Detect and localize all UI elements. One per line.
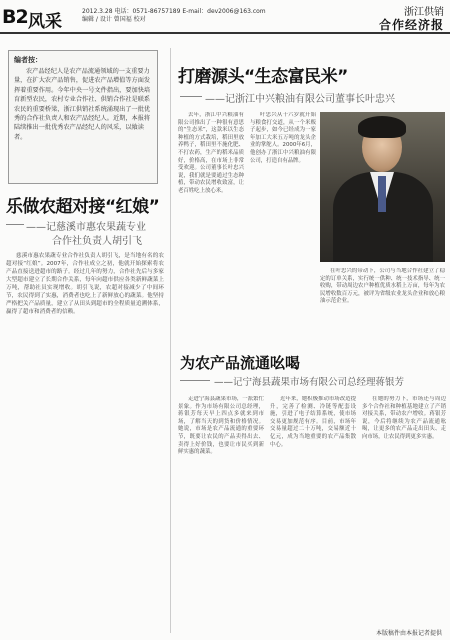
column-divider [170,48,171,633]
article2-rule [6,224,24,225]
editor-note-box [8,50,158,184]
editor-info: 编辑 / 设计 曾国福 校对 [82,16,146,23]
contact-info: 2012.3.28 电话：0571-86757189 E-mail：dev2006@163.com [82,8,266,15]
article3-headline: 为农产品流通吆喝 [180,354,301,372]
article2-subhead: ——记慈溪市惠农果蔬专业 [26,222,146,233]
section-name: 风采 [28,12,62,32]
article1-column-1: 去年，浙江中兴粮油有限公司推出了一种很有意思的“生态米”，这款米以生态种植的方式栽培，稻田里放养鸭子，稻田里不施化肥、不打农药，生产的稻米品质好，价格高，在市场上非常受欢迎。公司董事长叶忠兴说，我们就是要通过生态种植，带动农民增收致富，让老百姓吃上放心米。 [178,112,244,194]
article2-subhead-2: 合作社负责人胡引飞 [52,236,142,247]
article3-column-2: 近年来，她积极推动市场改造提升，完善了检测、冷链等配套设施，引进了电子结算系统，使市场交易更加规范有序。目前，市场年交易量超过二十万吨，交易额近十亿元，成为当地重要的农产品集散中心。 [270,396,356,448]
newspaper-name: 合作经济报 [378,18,444,32]
page-credit: 本版稿件由本报记者提供 [375,630,442,637]
article3-column-3: 在她的努力下，市场还与周边多个合作社和种植基地建立了产销对接关系，带动农户增收。蒋银芳说，今后将继续为农产品流通吆喝，让更多的农产品走出田头、走向市场，让农民得到更多实惠。 [362,396,446,440]
header-divider [0,32,450,34]
section-number: B2 [2,6,28,28]
article1-rule [180,96,202,97]
brand-top: 浙江供销 [404,7,444,18]
article3-subhead: ——记宁海县蔬果市场有限公司总经理蒋银芳 [214,377,405,388]
article2-headline: 乐做农超对接“红娘” [6,197,160,217]
article3-rule [180,380,210,381]
editor-note-body: 农产品经纪人是农产品流通领域的一支重要力量，在扩大农产品销售，促进农产品增值等方面发挥着重要作用。今年中央一号文件指出，要加快培育新型农民，农村专业合作社、供销合作社是联系农民的重要桥梁，浙江供销社系统涌现出了一批优秀的合作社负责人和农产品经纪人。近期，本报将陆续推出一批优秀农产品经纪人的风采，以飨读者。 [14,68,151,141]
article2-body: 慈溪市惠农果蔬专业合作社负责人胡引飞，是当地有名的农超对接“红娘”。2007年，合作社成立之初，他就开始探索将农产品直接送进超市的路子。经过几年的努力，合作社先后与多家大型超市建立了长期合作关系，每年向超市供应各类新鲜蔬菜上万吨，帮助社员实现增收。胡引飞说，农超对接减少了中间环节，农民得到了实惠，消费者也吃上了新鲜放心的蔬菜。他坚持严格把关产品质量，建立了从田头到超市的全程质量追溯体系，赢得了超市和消费者的信赖。 [6,253,164,315]
article1-column-3: 在叶忠兴的带动下，公司与当地合作社建立了稳定的订单关系，实行统一供种、统一技术指导、统一收购，带动周边农户种植优质水稻上万亩，每年为农民增收数百万元，被评为省级农业龙头企业和放心粮油示范企业。 [320,268,445,305]
editor-note-title: 编者按： [14,56,42,64]
portrait-tie [378,176,386,212]
article3-column-1: 走进宁海县蔬果市场，一派繁忙景象。作为市场有限公司总经理，蒋银芳每天早上四点多就来到市场，了解当天的到货和价格情况。她说，市场是农产品流通的重要环节，既要让农民的产品卖得出去、卖得上好价钱，也要让市民买到新鲜实惠的蔬菜。 [178,396,264,456]
article1-headline: 打磨源头“生态富民米” [178,67,348,87]
portrait-hair [358,116,406,138]
page-header [0,0,450,34]
article1-column-2: 叶忠兴从十六岁就开始与粮食打交道，从一个米贩子起步，如今已经成为一家年加工大米五万吨的龙头企业的掌舵人。2000年6月，他创办了浙江中兴粮油有限公司，打造自有品牌。 [250,112,316,164]
article1-subhead: ——记浙江中兴粮油有限公司董事长叶忠兴 [205,94,395,105]
